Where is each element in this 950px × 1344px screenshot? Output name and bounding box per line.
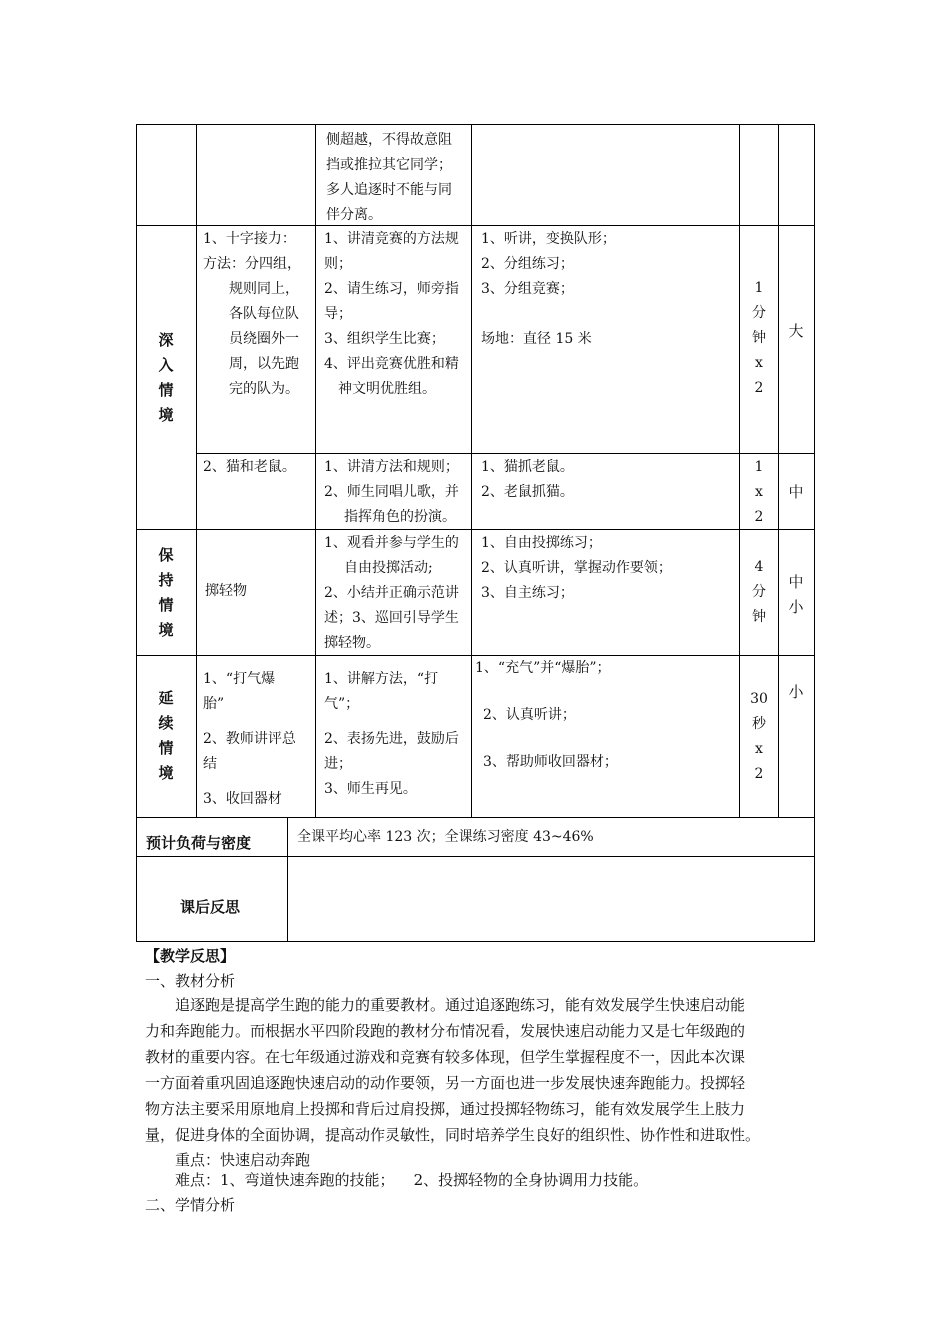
extend-time: 30 秒 x 2 [750, 691, 768, 782]
deep-b-teacher: 1、讲清方法和规则； 2、师生同唱儿歌，并 指挥角色的扮演。 [324, 459, 459, 525]
text-line: 侧超越，不得故意阻 [326, 132, 452, 148]
section-heading-students: 二、学情分析 [145, 1196, 236, 1214]
section-heading-materials: 一、教材分析 [145, 972, 236, 990]
key-point: 重点：快速启动奔跑 [175, 1151, 311, 1169]
stage-label-deep: 深 入 情 境 [158, 331, 174, 424]
keep-student: 1、自由投掷练习； 2、认真听讲，掌握动作要领； 3、自主练习； [481, 535, 672, 601]
deep-b-content: 2、猫和老鼠。 [203, 459, 296, 475]
deep-a-student: 1、听讲，变换队形； 2、分组练习； 3、分组竞赛； 场地：直径 15 米 [481, 231, 616, 347]
stage-label-extend: 延 续 情 境 [158, 689, 174, 782]
deep-a-time: 1 分 钟 x 2 [752, 280, 766, 396]
deep-b-time: 1 x 2 [754, 459, 764, 525]
keep-content: 掷轻物 [205, 583, 247, 599]
deep-b-student: 1、猫抓老鼠。 2、老鼠抓猫。 [481, 459, 574, 500]
extend-teacher: 1、讲解方法，“打 气”； 2、表扬先进，鼓励后 进； 3、师生再见。 [324, 671, 459, 797]
text-line: 伴分离。 [326, 207, 382, 223]
extend-content: 1、“打气爆 胎” 2、教师讲评总 结 3、收回器材 [203, 671, 296, 807]
extend-load: 小 [788, 683, 804, 701]
keep-teacher: 1、观看并参与学生的 自由投掷活动; 2、小结并正确示范讲 述；3、巡回引导学生 掷轻物。 [324, 535, 459, 651]
reflection-heading: 【教学反思】 [145, 947, 236, 965]
difficulty-point: 难点：1、弯道快速奔跑的技能； 2、投掷轻物的全身协调用力技能。 [175, 1171, 649, 1189]
top-row-content [326, 128, 452, 228]
keep-load: 中 小 [788, 573, 804, 616]
text-line: 挡或推拉其它同学； [326, 157, 452, 173]
extend-student: 1、“充气”并“爆胎”； 2、认真听讲； 3、帮助师收回器材； [475, 660, 618, 770]
keep-time: 4 分 钟 [752, 559, 766, 625]
reflection-label: 课后反思 [180, 898, 241, 916]
text-line: 多人追逐时不能与同 [326, 182, 452, 198]
deep-a-teacher: 1、讲清竞赛的方法规 则； 2、请生练习，师旁指 导； 3、组织学生比赛； 4、评出竞赛优胜和精 神文明优胜组。 [324, 231, 459, 397]
materials-paragraph: 追逐跑是提高学生跑的能力的重要教材。通过追逐跑练习，能有效发展学生快速启动能 力和奔跑能力。而根据水平四阶段跑的教材分布情况看，发展快速启动能力又是七年级跑的 教材的重要内容。在七年级通过游戏和竞赛有较多体现，但学生掌握程度不一，因此本次课 一方面着重巩固追逐跑快速启动的动作要领，另一方面也进一步发展快速奔跑能力。投掷轻 物方法主要采用原地肩上投掷和背后过肩投掷，通过投掷轻物练习，能有效发展学生上肢力 量，促进身体的全面协调，提高动作灵敏性，同时培养学生良好的组织性、协作性和进取性。 [145, 996, 761, 1144]
deep-b-load: 中 [788, 483, 804, 501]
deep-a-content: 1、十字接力： 方法：分四组， 规则同上， 各队每位队 员绕圈外一 周，以先跑 完的队为。 [203, 231, 301, 397]
load-density-value: 全课平均心率 123 次；全课练习密度 43~46% [297, 829, 594, 845]
deep-a-load: 大 [788, 322, 804, 340]
load-density-label: 预计负荷与密度 [146, 834, 252, 852]
stage-label-keep: 保 持 情 境 [158, 546, 174, 639]
